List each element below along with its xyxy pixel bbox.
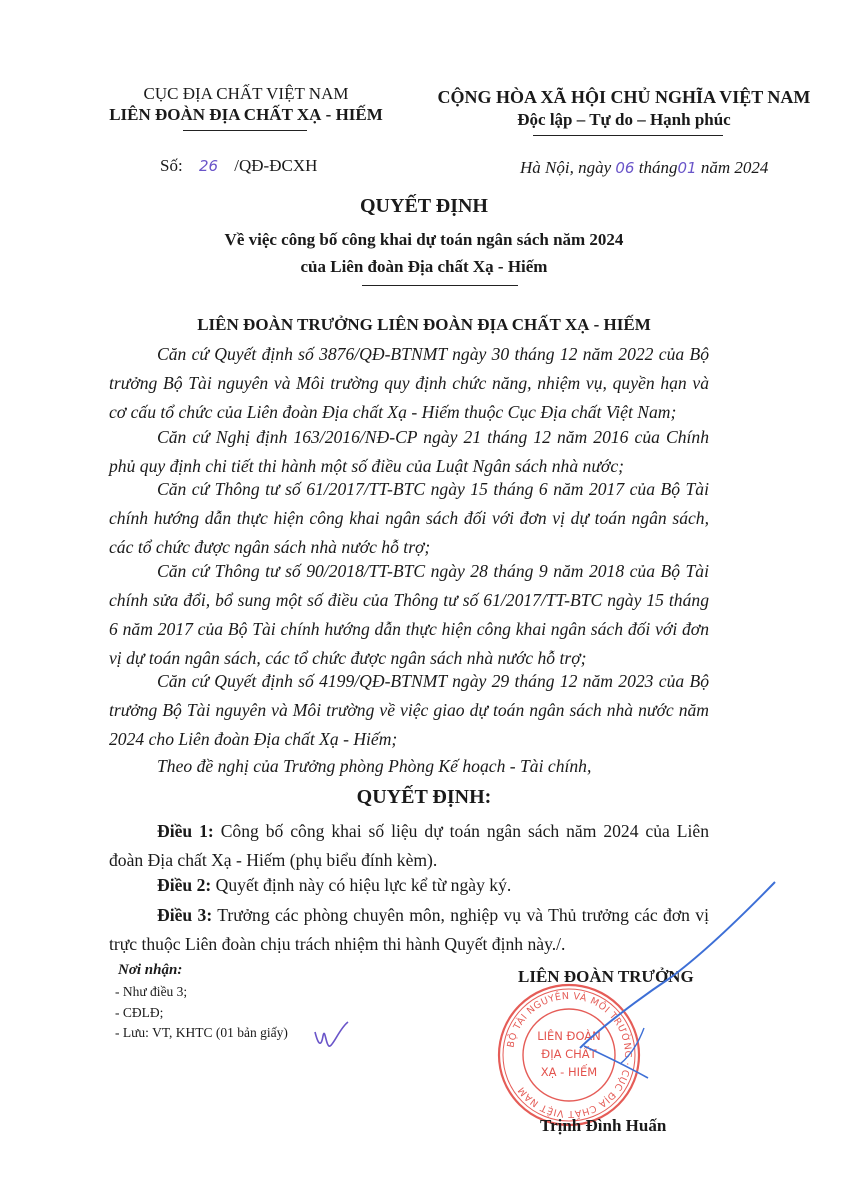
svg-text:LIÊN ĐOÀN: LIÊN ĐOÀN [537, 1029, 601, 1043]
title-rule [362, 285, 518, 286]
national-motto: Độc lập – Tự do – Hạnh phúc [517, 110, 731, 129]
document-subtitle-line1: Về việc công bố công khai dự toán ngân sách năm 2024 [224, 230, 624, 249]
document-subtitle-line2: của Liên đoàn Địa chất Xạ - Hiếm [300, 257, 548, 276]
document-title: QUYẾT ĐỊNH [360, 195, 488, 217]
issuing-unit: LIÊN ĐOÀN ĐỊA CHẤT XẠ - HIẾM [109, 105, 383, 124]
decision-heading: QUYẾT ĐỊNH: [356, 786, 492, 808]
handwritten-day: 06 [615, 159, 635, 177]
recipients-heading: Nơi nhận: [118, 962, 183, 978]
article-3: Điều 3: Trưởng các phòng chuyên môn, nghiệp vụ và Thủ trưởng các đơn vị trực thuộc Liên đoàn chịu trách nhiệm thi hành Quyết định này./. [109, 905, 709, 954]
header-right-rule [533, 135, 723, 136]
initial-mark-icon [312, 1018, 352, 1054]
legal-basis-4: Căn cứ Thông tư số 90/2018/TT-BTC ngày 28 tháng 9 năm 2018 của Bộ Tài chính sửa đổi, bổ sung một số điều của Thông tư số 61/2017/TT-BTC ngày 15 tháng 6 năm 2017 của Bộ Tài chính hướng dẫn thực hiện công khai ngân sách đối với đơn vị dự toán ngân sách, các tổ chức được ngân sách nhà nước hỗ trợ; [109, 561, 709, 668]
legal-basis-3: Căn cứ Thông tư số 61/2017/TT-BTC ngày 15 tháng 6 năm 2017 của Bộ Tài chính hướng dẫn thực hiện công khai ngân sách đối với đơn vị dự toán ngân sách, các tổ chức được ngân sách nhà nước hỗ trợ; [109, 479, 709, 557]
proposal-basis: Theo đề nghị của Trưởng phòng Phòng Kế hoạch - Tài chính, [157, 756, 592, 776]
handwritten-number: 26 [198, 157, 219, 175]
handwritten-signature-icon [560, 878, 790, 1088]
recipient-item: - Như điều 3; [115, 984, 188, 999]
legal-basis-5: Căn cứ Quyết định số 4199/QĐ-BTNMT ngày 29 tháng 12 năm 2023 của Bộ trưởng Bộ Tài nguyên và Môi trường về việc giao dự toán ngân sách nhà nước năm 2024 cho Liên đoàn Địa chất Xạ - Hiếm; [109, 671, 709, 749]
country-name: CỘNG HÒA XÃ HỘI CHỦ NGHĨA VIỆT NAM [437, 87, 811, 107]
document-date: Hà Nội, ngày 06 tháng01 năm 2024 [520, 158, 769, 177]
agency-name: CỤC ĐỊA CHẤT VIỆT NAM [143, 84, 349, 103]
recipient-item: - CĐLĐ; [115, 1005, 164, 1020]
recipient-item: - Lưu: VT, KHTC (01 bản giấy) [115, 1025, 288, 1040]
document-number: Số: 26 /QĐ-ĐCXH [160, 156, 318, 175]
svg-text:XẠ - HIẾM: XẠ - HIẾM [540, 1065, 598, 1079]
svg-text:BỘ TÀI NGUYÊN VÀ MÔI TRƯỜNG ·: BỘ TÀI NGUYÊN VÀ MÔI TRƯỜNG · CỤC ĐỊA CHẤT VIỆT NAM [505, 990, 634, 1120]
legal-basis-2: Căn cứ Nghị định 163/2016/NĐ-CP ngày 21 tháng 12 năm 2016 của Chính phủ quy định chi tiết thi hành một số điều của Luật Ngân sách nhà nước; [109, 427, 709, 476]
issuing-authority: LIÊN ĐOÀN TRƯỞNG LIÊN ĐOÀN ĐỊA CHẤT XẠ - HIẾM [197, 315, 651, 334]
article-1: Điều 1: Công bố công khai số liệu dự toán ngân sách năm 2024 của Liên đoàn Địa chất Xạ - Hiếm (phụ biểu đính kèm). [109, 821, 709, 870]
header-left-rule [183, 130, 307, 131]
handwritten-month: 01 [677, 159, 697, 177]
signatory-name: Trịnh Đình Huấn [540, 1116, 667, 1135]
article-2: Điều 2: Quyết định này có hiệu lực kể từ ngày ký. [157, 875, 512, 895]
signatory-title: LIÊN ĐOÀN TRƯỞNG [518, 967, 694, 986]
legal-basis-1: Căn cứ Quyết định số 3876/QĐ-BTNMT ngày 30 tháng 12 năm 2022 của Bộ trưởng Bộ Tài nguyên và Môi trường quy định chức năng, nhiệm vụ, quyền hạn và cơ cấu tổ chức của Liên đoàn Địa chất Xạ - Hiếm thuộc Cục Địa chất Việt Nam; [109, 344, 709, 422]
svg-text:ĐỊA CHẤT: ĐỊA CHẤT [541, 1047, 597, 1061]
